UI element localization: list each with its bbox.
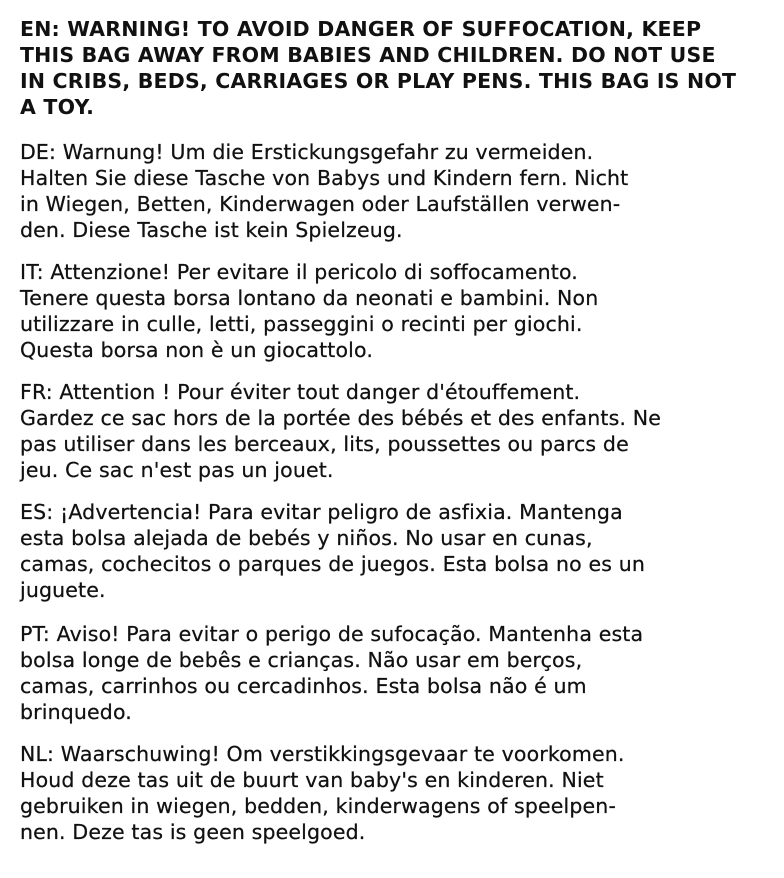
warning-paragraph-it: IT: Attenzione! Per evitare il pericolo di soffocamento. Tenere questa borsa lontano da neonati e bambini. Non utilizzare in culle, letti, passeggini o recinti per giochi. Questa borsa non è un giocattolo. bbox=[20, 260, 599, 362]
warning-paragraph-en: EN: WARNING! TO AVOID DANGER OF SUFFOCATION, KEEP THIS BAG AWAY FROM BABIES AND CHILDREN. DO NOT USE IN CRIBS, BEDS, CARRIAGES OR PLAY PENS. THIS BAG IS NOT A TOY. bbox=[20, 17, 737, 119]
warning-paragraph-pt: PT: Aviso! Para evitar o perigo de sufocação. Mantenha esta bolsa longe de bebês e crianças. Não usar em berços, camas, carrinhos ou cercadinhos. Esta bolsa não é um brinquedo. bbox=[20, 622, 644, 724]
warning-paragraph-es: ES: ¡Advertencia! Para evitar peligro de asfixia. Mantenga esta bolsa alejada de bebés y niños. No usar en cunas, camas, cochecitos o parques de juegos. Esta bolsa no es un juguete. bbox=[20, 500, 646, 602]
warning-paragraph-de: DE: Warnung! Um die Erstickungsgefahr zu vermeiden. Halten Sie diese Tasche von Babys und Kindern fern. Nicht in Wiegen, Betten, Kinderwagen oder Laufställen verwen- den. Diese Tasche ist kein Spielzeug. bbox=[20, 140, 629, 242]
warning-paragraph-fr: FR: Attention ! Pour éviter tout danger d'étouffement. Gardez ce sac hors de la portée des bébés et des enfants. Ne pas utiliser dans les berceaux, lits, poussettes ou parcs de jeu. Ce sac n'est pas un jouet. bbox=[20, 380, 662, 482]
warning-paragraph-nl: NL: Waarschuwing! Om verstikkingsgevaar te voorkomen. Houd deze tas uit de buurt van baby's en kinderen. Niet gebruiken in wiegen, bedden, kinderwagens of speelpen- nen. Deze tas is geen speelgoed. bbox=[20, 742, 625, 844]
